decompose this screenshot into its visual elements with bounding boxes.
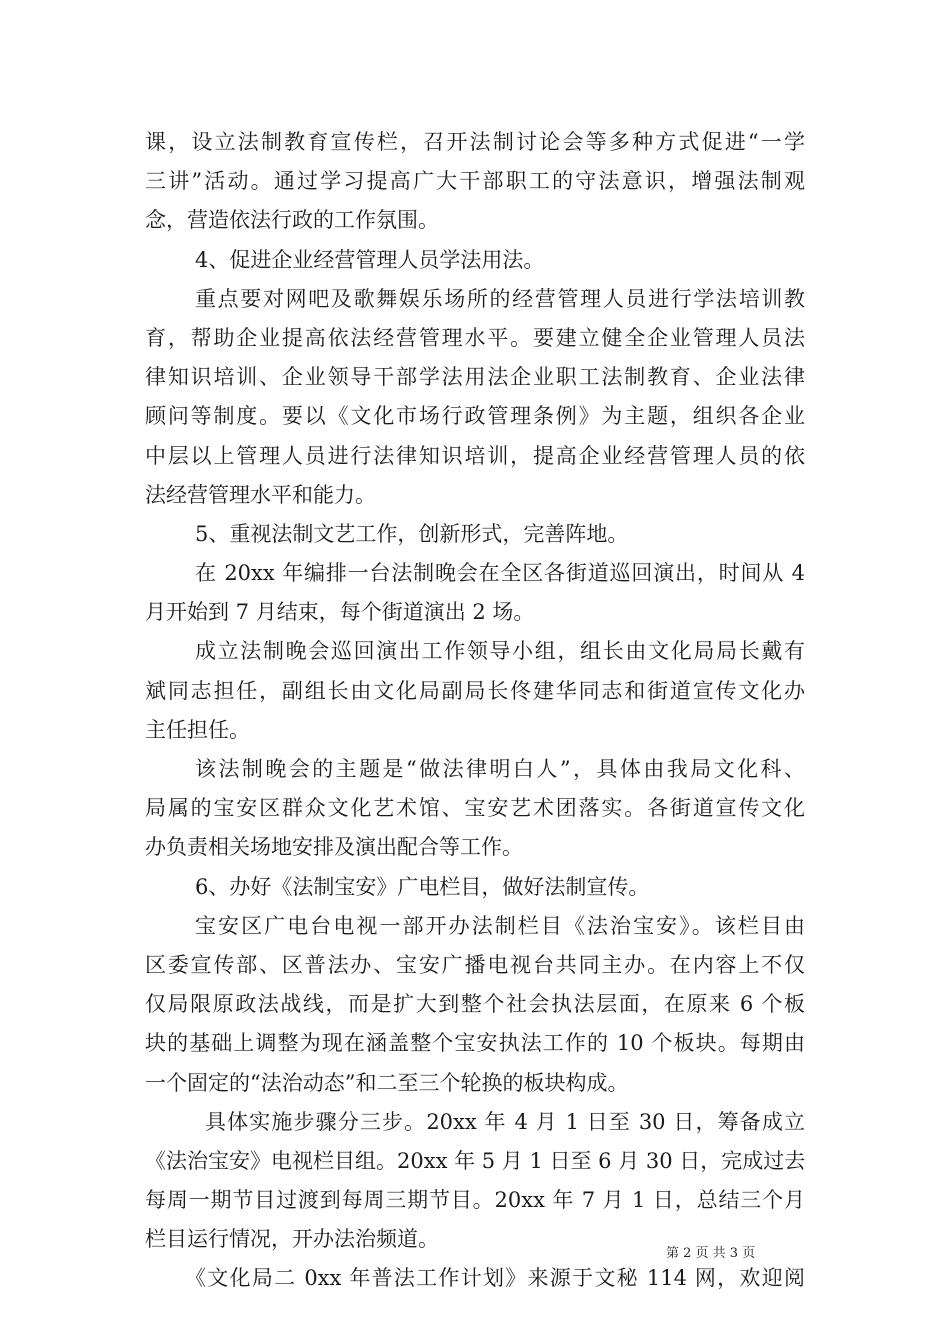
- text-line: 法经营管理水平和能力。: [145, 482, 376, 507]
- text-line: 在 20xx 年编排一台法制晚会在全区各街道巡回演出，时间从 4: [195, 561, 805, 586]
- text-line: 成立法制晚会巡回演出工作领导小组，组长由文化局局长戴有: [195, 639, 805, 664]
- text-line: 栏目运行情况，开办法治频道。: [145, 1227, 439, 1252]
- text-line: 中层以上管理人员进行法律知识培训，提高企业经营管理人员的依: [145, 443, 805, 468]
- section-heading: 5、重视法制文艺工作，创新形式，完善阵地。: [195, 521, 629, 546]
- text-line: 具体实施步骤分三步。20xx 年 4 月 1 日至 30 日，筹备成立: [205, 1109, 805, 1134]
- text-line: 念，营造依法行政的工作氛围。: [145, 208, 439, 233]
- text-line: 仅局限原政法战线，而是扩大到整个社会执法层面，在原来 6 个板: [145, 992, 805, 1017]
- text-line: 每周一期节目过渡到每周三期节目。20xx 年 7 月 1 日，总结三个月: [145, 1188, 805, 1213]
- text-line: 月开始到 7 月结束，每个街道演出 2 场。: [145, 600, 535, 625]
- text-line: 该法制晚会的主题是“做法律明白人”，具体由我局文化科、: [195, 757, 805, 781]
- text-line: 《法治宝安》电视栏目组。20xx 年 5 月 1 日至 6 月 30 日，完成过去: [145, 1148, 806, 1173]
- text-line: 顾问等制度。要以《文化市场行政管理条例》为主题，组织各企业: [145, 404, 805, 429]
- text-line: 区委宣传部、区普法办、宝安广播电视台共同主办。在内容上不仅: [145, 952, 805, 977]
- section-heading: 6、办好《法制宝安》广电栏目，做好法制宣传。: [195, 874, 650, 899]
- text-line: 三讲”活动。通过学习提高广大干部职工的守法意识，增强法制观: [145, 169, 805, 194]
- text-line: 课，设立法制教育宣传栏，召开法制讨论会等多种方式促进“一学: [145, 130, 805, 154]
- page-number: 第 2 页 共 3 页: [666, 1246, 756, 1261]
- text-line: 斌同志担任，副组长由文化局副局长佟建华同志和街道宣传文化办: [145, 678, 805, 703]
- document-body: [145, 123, 805, 1299]
- text-line: 宝安区广电台电视一部开办法制栏目《法治宝安》。该栏目由: [195, 913, 805, 938]
- text-line: 块的基础上调整为现在涵盖整个宝安执法工作的 10 个板块。每期由: [145, 1031, 805, 1056]
- section-heading: 4、促进企业经营管理人员学法用法。: [195, 247, 545, 272]
- text-line: 一个固定的“法治动态”和二至三个轮换的板块构成。: [145, 1070, 629, 1095]
- text-line: 局属的宝安区群众文化艺术馆、宝安艺术团落实。各街道宣传文化: [145, 796, 805, 821]
- text-line: 主任担任。: [145, 717, 250, 742]
- text-line: 重点要对网吧及歌舞娱乐场所的经营管理人员进行学法培训教: [195, 286, 805, 311]
- text-line: 律知识培训、企业领导干部学法用法企业职工法制教育、企业法律: [145, 365, 805, 390]
- text-line: 办负责相关场地安排及演出配合等工作。: [145, 835, 523, 860]
- text-line: 《文化局二 0xx 年普法工作计划》来源于文秘 114 网，欢迎阅: [185, 1266, 805, 1291]
- text-line: 育，帮助企业提高依法经营管理水平。要建立健全企业管理人员法: [145, 325, 805, 350]
